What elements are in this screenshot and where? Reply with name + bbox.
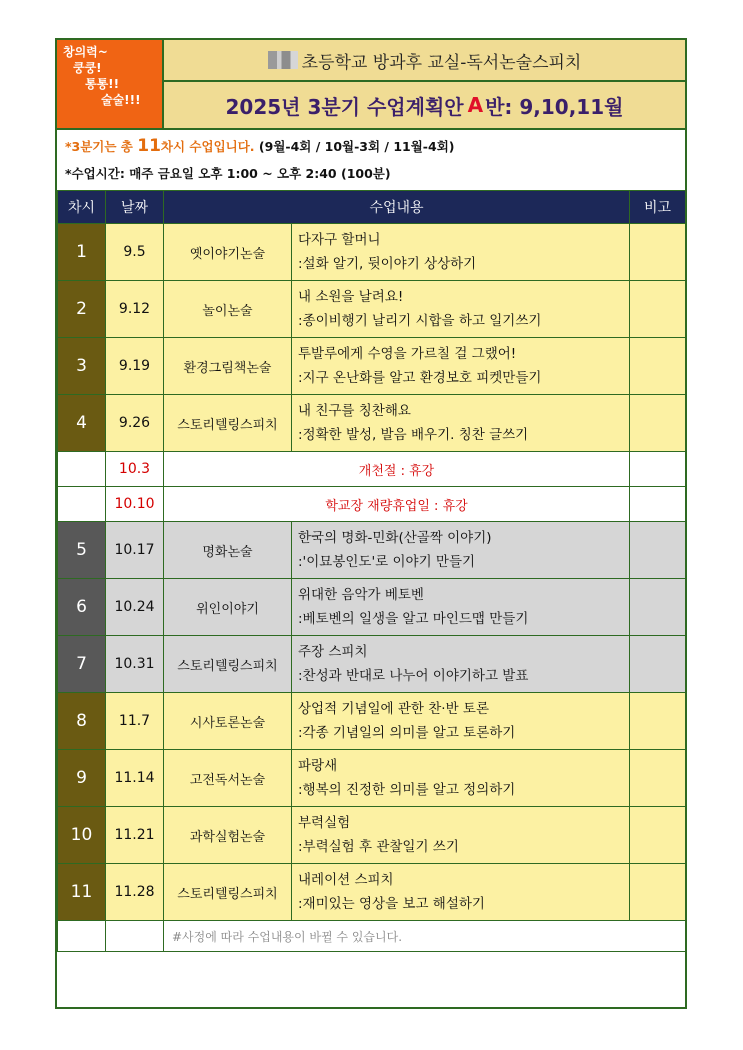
header-date: 날짜: [106, 191, 164, 224]
session-subject: 스토리텔링스피치: [164, 636, 292, 693]
table-row: [58, 395, 686, 452]
holiday-label: 개천절 : 휴강: [164, 452, 630, 487]
footnote: #사정에 따라 수업내용이 바뀔 수 있습니다.: [164, 921, 686, 952]
session-title: 내 소원을 날려요!: [298, 289, 404, 305]
session-content: [292, 807, 630, 864]
table-header-row: [58, 191, 686, 224]
session-description: :찬성과 반대로 나누어 이야기하고 발표: [298, 668, 529, 684]
holiday-empty: [58, 452, 106, 487]
session-description: :각종 기념일의 의미를 알고 토론하기: [298, 725, 516, 741]
session-content: [292, 224, 630, 281]
header-content: 수업내용: [164, 191, 630, 224]
info-line-2: *수업시간: 매주 금요일 오후 1:00 ~ 오후 2:40 (100분): [65, 166, 391, 181]
session-remarks: [630, 338, 686, 395]
school-title: [164, 40, 685, 82]
session-remarks: [630, 281, 686, 338]
schedule-sheet: [55, 38, 687, 1009]
session-remarks: [630, 636, 686, 693]
table-row: [58, 693, 686, 750]
session-subject: 과학실험논술: [164, 807, 292, 864]
session-content: [292, 693, 630, 750]
session-remarks: [630, 693, 686, 750]
holiday-date: 10.10: [106, 487, 164, 522]
holiday-remarks: [630, 452, 686, 487]
session-title: 다자구 할머니: [298, 232, 381, 248]
info-line1-pre: *3분기는 총: [65, 139, 133, 154]
session-date: 11.21: [106, 807, 164, 864]
session-title: 투발루에게 수영을 가르칠 걸 그랬어!: [298, 346, 517, 362]
session-title: 위대한 음악가 베토벤: [298, 587, 424, 603]
session-remarks: [630, 579, 686, 636]
logo-line-2: 쿵쿵!: [73, 61, 102, 75]
info-line1-post: 차시 수업입니다.: [160, 139, 255, 154]
school-title-text: 초등학교 방과후 교실-독서논술스피치: [301, 52, 582, 73]
info-line1-count: 11: [137, 136, 161, 156]
session-content: [292, 395, 630, 452]
table-row: [58, 281, 686, 338]
holiday-empty: [58, 487, 106, 522]
session-description: :베토벤의 일생을 알고 마인드맵 만들기: [298, 611, 529, 627]
session-number: 8: [58, 693, 106, 750]
session-content: [292, 750, 630, 807]
session-subject: 환경그림책논술: [164, 338, 292, 395]
logo-block: [57, 40, 164, 128]
table-body: [58, 224, 686, 921]
plan-title: [164, 82, 685, 128]
session-subject: 명화논술: [164, 522, 292, 579]
session-title: 내레이션 스피치: [298, 872, 394, 888]
table-row: [58, 338, 686, 395]
session-description: :종이비행기 날리기 시합을 하고 일기쓰기: [298, 313, 542, 329]
session-description: :설화 알기, 뒷이야기 상상하기: [298, 256, 477, 272]
session-description: :'이묘봉인도'로 이야기 만들기: [298, 554, 476, 570]
header-session: 차시: [58, 191, 106, 224]
session-subject: 스토리텔링스피치: [164, 864, 292, 921]
session-title: 파랑새: [298, 758, 338, 774]
session-title: 상업적 기념일에 관한 찬·반 토론: [298, 701, 489, 717]
holiday-remarks: [630, 487, 686, 522]
holiday-row: [58, 452, 686, 487]
table-row: [58, 750, 686, 807]
session-description: :재미있는 영상을 보고 해설하기: [298, 896, 485, 912]
schedule-table: [57, 190, 686, 952]
session-subject: 시사토론논술: [164, 693, 292, 750]
table-row: [58, 636, 686, 693]
holiday-date: 10.3: [106, 452, 164, 487]
session-remarks: [630, 224, 686, 281]
title-area: [164, 40, 685, 128]
table-row: [58, 224, 686, 281]
table-row: [58, 864, 686, 921]
session-description: :정확한 발성, 발음 배우기. 칭찬 글쓰기: [298, 427, 529, 443]
session-date: 11.28: [106, 864, 164, 921]
session-number: 2: [58, 281, 106, 338]
session-title: 한국의 명화-민화(산골짝 이야기): [298, 530, 492, 546]
session-content: [292, 579, 630, 636]
session-content: [292, 636, 630, 693]
session-number: 5: [58, 522, 106, 579]
session-date: 10.24: [106, 579, 164, 636]
session-remarks: [630, 750, 686, 807]
session-number: 4: [58, 395, 106, 452]
session-number: 6: [58, 579, 106, 636]
header-remarks: 비고: [630, 191, 686, 224]
session-description: :부력실험 후 관찰일기 쓰기: [298, 839, 459, 855]
session-subject: 위인이야기: [164, 579, 292, 636]
session-number: 1: [58, 224, 106, 281]
session-date: 10.31: [106, 636, 164, 693]
session-description: :행복의 진정한 의미를 알고 정의하기: [298, 782, 516, 798]
session-title: 부력실험: [298, 815, 351, 831]
logo-line-4: 술술!!!: [101, 93, 141, 107]
logo-line-1: 창의력~: [63, 45, 108, 59]
session-number: 11: [58, 864, 106, 921]
session-date: 9.26: [106, 395, 164, 452]
session-subject: 고전독서논술: [164, 750, 292, 807]
session-subject: 스토리텔링스피치: [164, 395, 292, 452]
session-remarks: [630, 522, 686, 579]
table-row: [58, 579, 686, 636]
session-subject: 옛이야기논술: [164, 224, 292, 281]
footnote-empty-1: [58, 921, 106, 952]
session-date: 11.7: [106, 693, 164, 750]
session-content: [292, 522, 630, 579]
blurred-school-name: [268, 51, 298, 69]
session-date: 9.12: [106, 281, 164, 338]
session-number: 7: [58, 636, 106, 693]
session-remarks: [630, 807, 686, 864]
session-content: [292, 338, 630, 395]
session-subject: 놀이논술: [164, 281, 292, 338]
session-remarks: [630, 395, 686, 452]
holiday-label: 학교장 재량휴업일 : 휴강: [164, 487, 630, 522]
session-number: 3: [58, 338, 106, 395]
session-date: 9.19: [106, 338, 164, 395]
session-description: :지구 온난화를 알고 환경보호 피켓만들기: [298, 370, 542, 386]
session-number: 9: [58, 750, 106, 807]
plan-title-pre: 2025년 3분기 수업계획안: [225, 94, 464, 119]
session-date: 9.5: [106, 224, 164, 281]
logo-line-3: 통통!!: [85, 77, 120, 91]
table-row: [58, 807, 686, 864]
footnote-empty-2: [106, 921, 164, 952]
header: [57, 40, 685, 128]
plan-title-post: 반: 9,10,11월: [485, 94, 624, 119]
session-title: 내 친구를 칭찬해요: [298, 403, 411, 419]
plan-title-class: A: [467, 93, 484, 117]
info-block: [57, 128, 685, 190]
session-remarks: [630, 864, 686, 921]
session-content: [292, 281, 630, 338]
session-number: 10: [58, 807, 106, 864]
holiday-row: [58, 487, 686, 522]
info-line1-detail: (9월-4회 / 10월-3회 / 11월-4회): [258, 139, 455, 154]
footnote-row: [58, 921, 686, 952]
table-row: [58, 522, 686, 579]
session-date: 11.14: [106, 750, 164, 807]
session-title: 주장 스피치: [298, 644, 368, 660]
info-line-1: [65, 136, 677, 156]
session-content: [292, 864, 630, 921]
session-date: 10.17: [106, 522, 164, 579]
